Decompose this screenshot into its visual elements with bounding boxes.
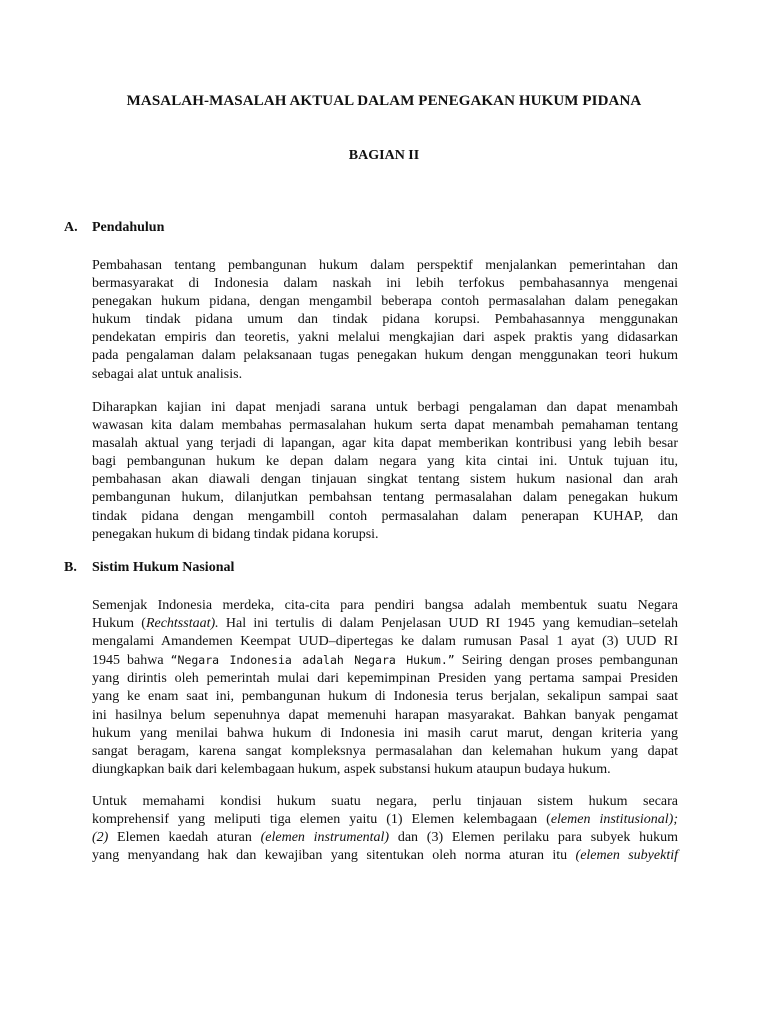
italic-term-institusional: elemen institusional);	[550, 812, 679, 828]
text-line: Pembahasan tentang pembangunan hukum dalam perspektif menjalankan pemerintahan dan	[92, 258, 678, 273]
text-line: hukum tindak pidana umum dan tindak pidana korupsi. Pembahasannya menggunakan	[92, 312, 678, 328]
document-title: MASALAH-MASALAH AKTUAL DALAM PENEGAKAN HUKUM PIDANA	[126, 93, 642, 109]
section-a-paragraph-1	[92, 257, 678, 384]
italic-term-subyektif: (elemen subyektif	[575, 848, 678, 864]
text-line: pendekatan empiris dan teoretis, yakni melalui mengkajian dari aspek praktis yang didasarkan	[92, 330, 678, 346]
text-run: Elemen kaedah aturan	[108, 830, 261, 846]
text-line: hukum yang menilai bahwa hukum di Indonesia ini masih carut marut, dengan kriteria yang	[92, 725, 678, 741]
italic-term-rechtsstaat: Rechtsstaat).	[145, 616, 219, 632]
italic-number: (2)	[92, 830, 109, 846]
text-line: mengalami Amandemen Keempat UUD–dipertegas ke dalam rumusan Pasal 1 ayat (3) UUD RI	[92, 634, 678, 650]
section-b-heading	[64, 560, 234, 576]
text-line: Diharapkan kajian ini dapat menjadi sarana untuk berbagi pengalaman dan dapat menambah	[92, 400, 678, 415]
text-line: yang ke enam saat ini, pembangunan hukum di Indonesia terus berjalan, sekalipun sampai saat	[92, 689, 678, 705]
text-run: Seiring dengan proses pembangunan	[454, 653, 678, 669]
italic-term-instrumental: (elemen instrumental)	[260, 830, 390, 846]
text-line: Semenjak Indonesia merdeka, cita-cita para pendiri bangsa adalah membentuk suatu Negara	[92, 598, 678, 613]
text-run: Hukum (	[92, 616, 146, 632]
section-a-title: Pendahulun	[92, 220, 165, 235]
text-line	[92, 847, 678, 865]
document-subtitle: BAGIAN II	[348, 148, 420, 163]
text-line: penegakan hukum di bidang tindak pidana korupsi.	[92, 526, 379, 542]
section-b-number: B.	[64, 560, 77, 575]
section-b-paragraph-1	[92, 597, 678, 779]
section-a-number: A.	[64, 220, 78, 235]
text-line: sangat beragam, karena sangat kompleksnya permasalahan dan kelemahan hukum yang dapat	[92, 743, 678, 759]
text-line: Untuk memahami kondisi hukum suatu negara, perlu tinjauan sistem hukum secara	[92, 794, 678, 809]
text-run: 1945 bahwa	[92, 653, 164, 669]
text-line: yang dirintis oleh pemerintah mulai dari kepemimpinan Presiden yang pertama sampai Presiden	[92, 671, 678, 687]
text-line	[92, 615, 678, 633]
text-line: ini hasilnya belum sepenuhnya dapat memenuhi harapan masyarakat. Bahkan banyak pengamat	[92, 707, 678, 723]
text-line	[92, 811, 678, 829]
text-line	[92, 651, 678, 670]
text-line: bagi pembangunan hukum ke depan dalam negara yang kita cintai ini. Untuk tujuan itu,	[92, 454, 678, 470]
text-run: Hal ini tertulis di dalam Penjelasan UUD RI 1945 yang kemudian	[218, 616, 633, 632]
text-line: pada pengalaman dalam pelaksanaan tugas penegakan hukum dengan menggunakan teori hukum	[92, 348, 678, 364]
section-a-heading	[64, 220, 164, 236]
text-line	[92, 829, 678, 847]
text-run: komprehensif yang meliputi tiga elemen yaitu (1) Elemen kelembagaan (	[92, 812, 551, 828]
text-run: dan (3) Elemen perilaku para subyek hukum	[389, 830, 679, 846]
text-line: bermasyarakat di Indonesia dalam naskah ini lebih terfokus pembahasannya mengenai	[92, 276, 678, 292]
text-line: tindak pidana dengan mengambill contoh permasalahan dalam penerapan KUHAP, dan	[92, 508, 678, 524]
section-b-title: Sistim Hukum Nasional	[92, 560, 235, 575]
text-line: diungkapkan baik dari kelembagaan hukum, aspek substansi hukum ataupun budaya hukum.	[92, 761, 611, 777]
text-run: –setelah	[632, 616, 679, 632]
text-line: pembahasan akan diawali dengan tinjauan singkat tentang sistem hukum nasional dan arah	[92, 472, 678, 488]
section-a-paragraph-2	[92, 399, 678, 544]
text-line: sebagai alat untuk analisis.	[92, 366, 243, 382]
text-run: yang menyandang hak dan kewajiban yang sitentukan oleh norma aturan itu	[92, 848, 576, 864]
text-line: penegakan hukum pidana, dengan mengambil beberapa contoh permasalahan dalam penegakan	[92, 294, 678, 310]
text-line: pembangunan hukum, dilanjutkan pembahsan tentang permasalahan dalam penegakan hukum	[92, 490, 678, 506]
text-line: wawasan kita dalam membahas permasalahan hukum serta dapat menambah pemahaman tentang	[92, 418, 678, 434]
text-line: masalah aktual yang terjadi di lapangan, agar kita dapat memberikan kontribusi yang lebih besar	[92, 436, 678, 452]
quoted-statement: “Negara Indonesia adalah Negara Hukum.”	[170, 653, 455, 668]
section-b-paragraph-2	[92, 793, 678, 865]
